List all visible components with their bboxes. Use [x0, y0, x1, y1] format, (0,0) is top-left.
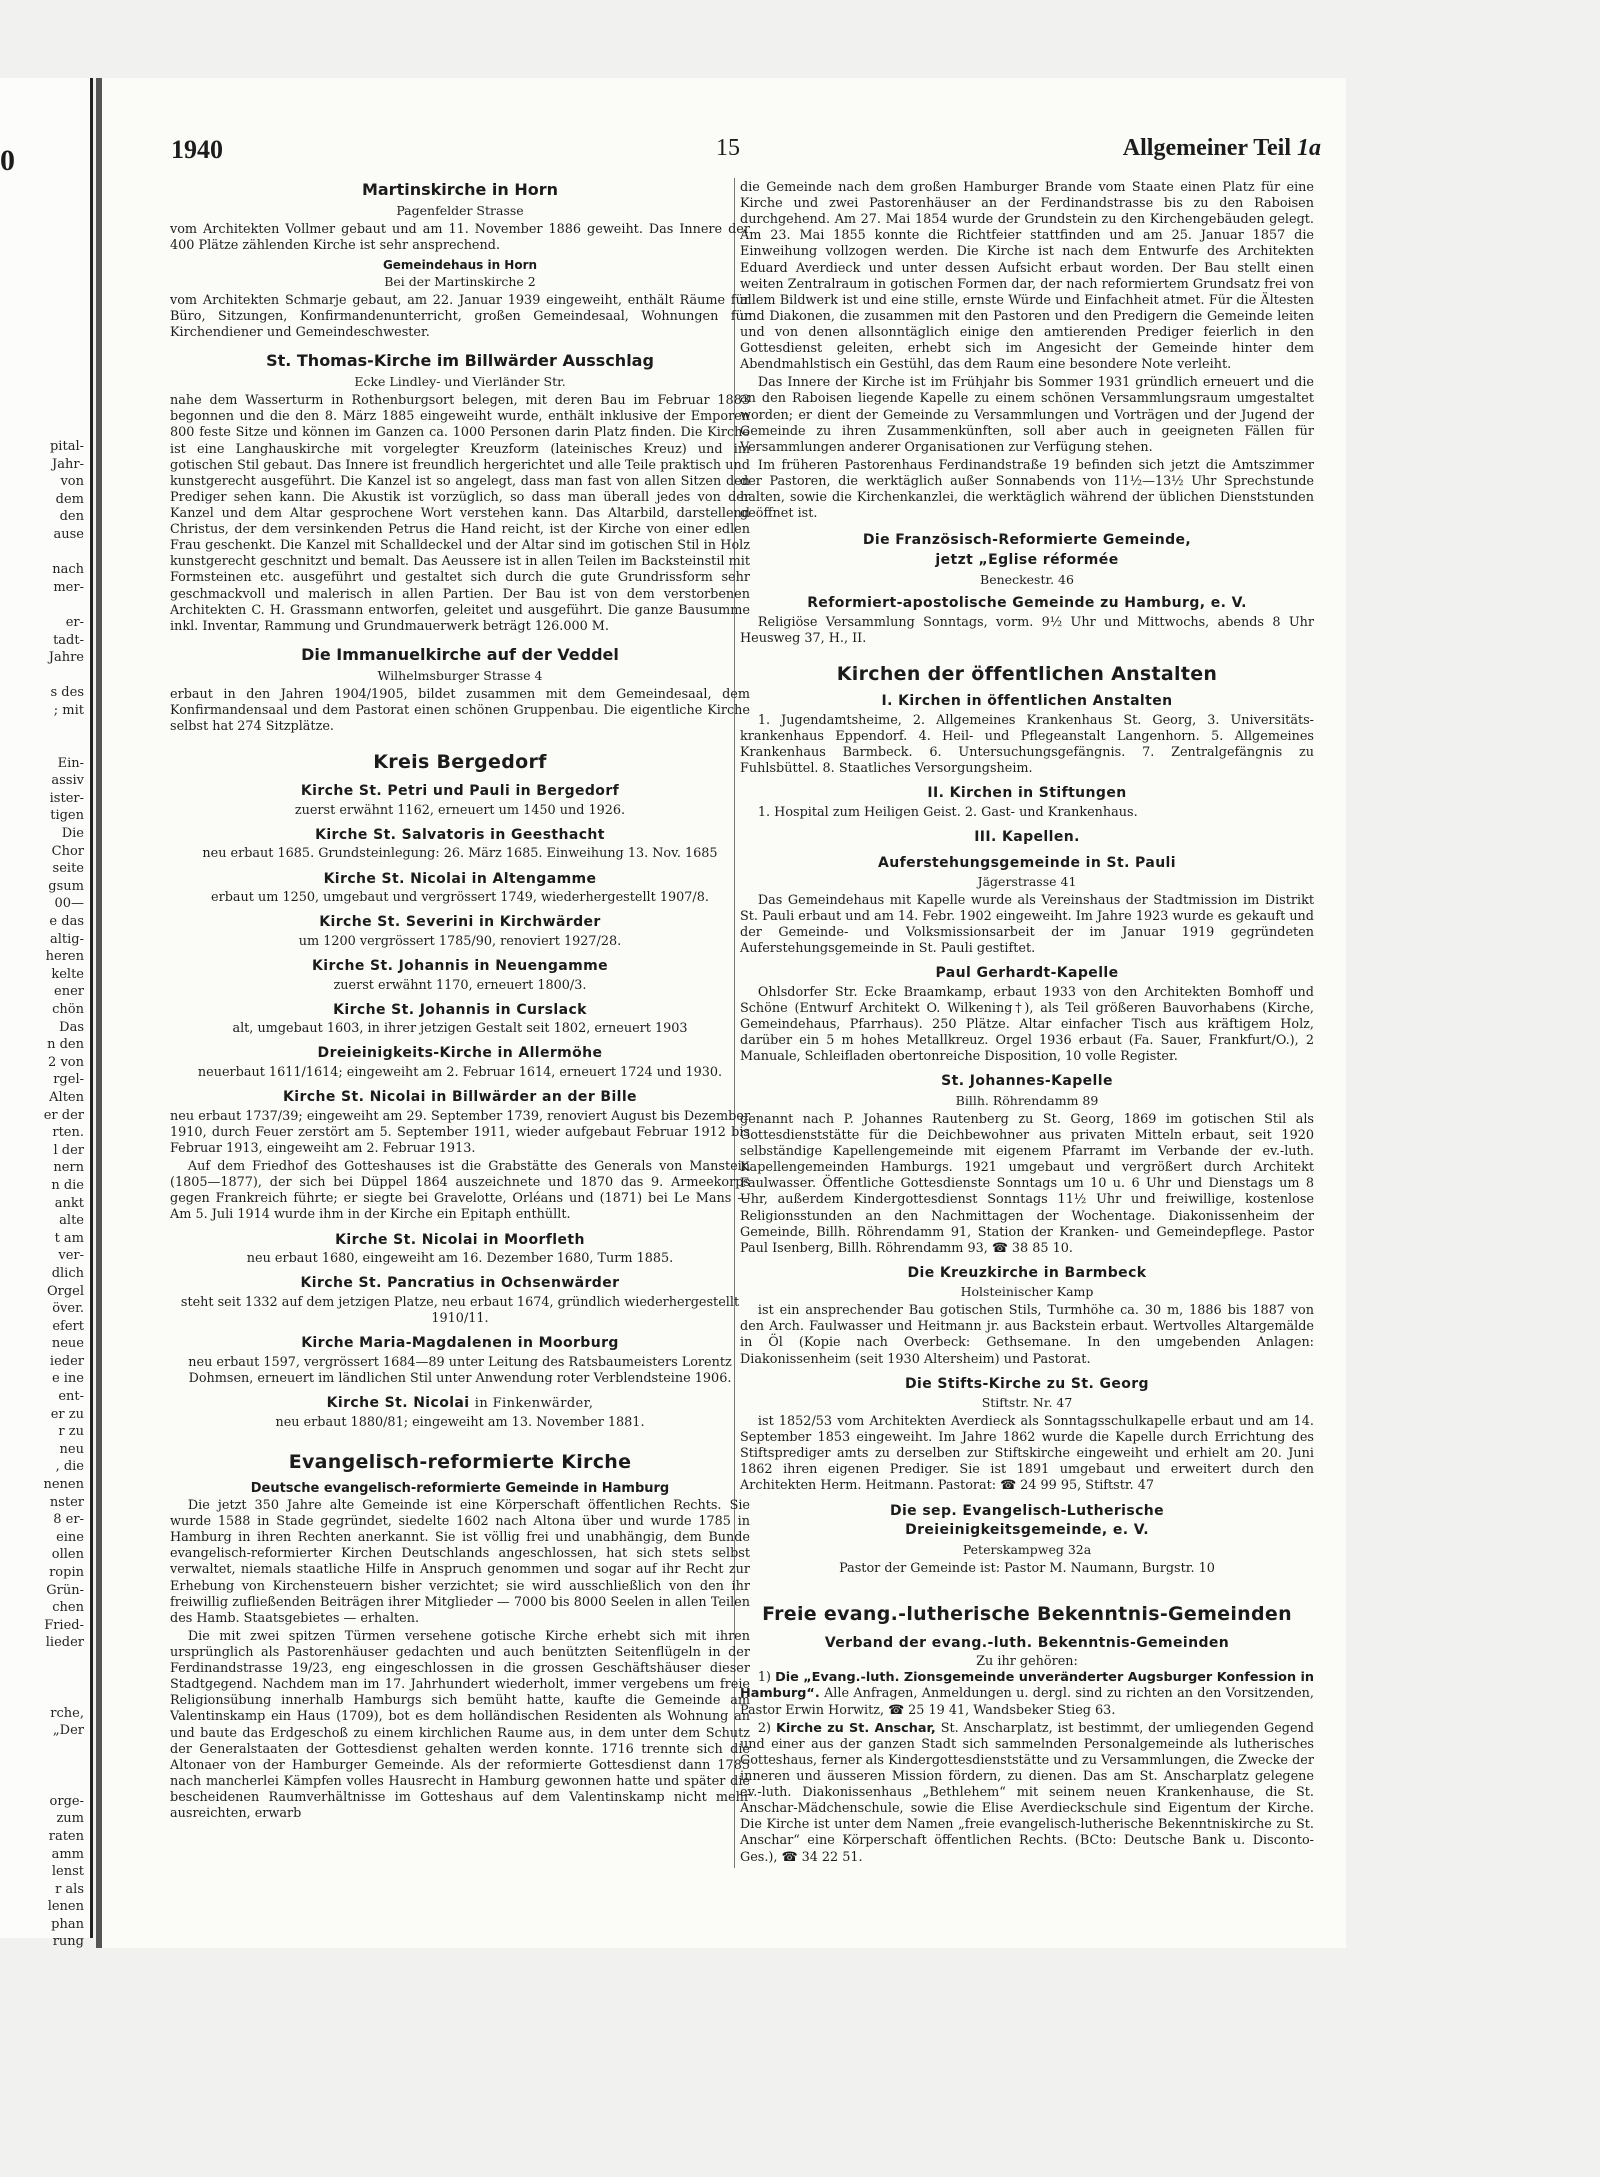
- page-gutter-shadow: [96, 78, 102, 1948]
- reformierte-pastorenhaus-text: Im früheren Pastorenhaus Ferdinandstraße 19 befinden sich jetzt die Amtszimmer der Pastoren, die werktäglich außer Sonnabends von 11½—13½ Uhr Sprechstunde halten, sowie die Kirchenkanzlei, die werktäglich während der üblichen Dienststunden geöffnet ist.: [740, 457, 1314, 522]
- facing-page-fragment: ause: [53, 526, 84, 542]
- facing-page-fragment: n den: [47, 1037, 84, 1053]
- evangelisch-reformierte-subheading: Deutsche evangelisch-reformierte Gemeinde in Hamburg: [250, 1480, 670, 1496]
- facing-page-fragment: 00—: [54, 896, 84, 912]
- facing-page-fragment: lieder: [45, 1635, 84, 1651]
- facing-page-fragment: r zu: [58, 1424, 84, 1440]
- facing-page-fragment: över.: [52, 1301, 84, 1317]
- bergedorf-church-text: zuerst erwähnt 1162, erneuert um 1450 und 1926.: [294, 802, 626, 818]
- oeffentliche-anstalten-i-heading: I. Kirchen in öffentlichen Anstalten: [881, 693, 1173, 710]
- bergedorf-church-text: neu erbaut 1685. Grundsteinlegung: 26. März 1685. Einweihung 13. Nov. 1685: [202, 846, 718, 862]
- facing-page-fragment: zum: [56, 1811, 84, 1827]
- stifts-kirche-address: Stiftstr. Nr. 47: [981, 1395, 1073, 1411]
- billwaerder-text: neu erbaut 1737/39; eingeweiht am 29. September 1739, renoviert August bis Dezember 1910, durch Feuer zerstört am 5. September 1911, wieder aufgebaut Februar 1912 bis Februar 1913, eingeweiht am 2. Februar 1913.: [170, 1108, 750, 1157]
- eglise-reformee-heading: jetzt „Eglise réformée: [935, 551, 1119, 568]
- facing-page-fragment: [14, 1652, 84, 1670]
- facing-page-fragment: kelte: [51, 966, 84, 982]
- church-text: neu erbaut 1597, vergrössert 1684—89 unter Leitung des Ratsbaumeisters Lorentz Dohmsen, erneuert im ländlichen Stil unter Anwendung roter Verblendsteine 1906.: [188, 1354, 732, 1386]
- facing-page-fragment: lenen: [47, 1899, 84, 1915]
- facing-page-fragment: [14, 737, 84, 755]
- bergedorf-church-text: erbaut um 1250, umgebaut und vergrössert 1749, wiederhergestellt 1907/8.: [211, 890, 709, 906]
- facing-page-fragment: r als: [55, 1881, 84, 1897]
- bergedorf-church-text: um 1200 vergrössert 1785/90, renoviert 1927/28.: [298, 933, 622, 949]
- bergedorf-church-heading: Kirche St. Petri und Pauli in Bergedorf: [300, 783, 620, 800]
- running-header: [171, 135, 1321, 175]
- gemeindehaus-heading: Gemeindehaus in Horn: [382, 258, 538, 273]
- facing-page-fragment: 2 von: [48, 1054, 84, 1070]
- reformierte-continuation-text: die Gemeinde nach dem großen Hamburger Brande vom Staate einen Platz für eine Kirche und zwei Pastorenhäuser an der Ferdinandstrasse bis zu den Raboisen durchgehend. Am 27. Mai 1854 wurde der Grundstein zu den Kirchengebäuden gelegt. Am 23. Mai 1855 konnte die Richtfeier stattfinden und am 25. Januar 1857 die Einweihung vollzogen werden. Die Kirche ist nach dem Entwurfe des Architekten Eduard Averdieck und unter dessen Aufsicht erbaut worden. Der Bau stellt einen weiten Zentralraum in gotischen Formen dar, der nach reformiertem Grundsatz frei von allem Bildwerk ist und eine stille, ernste Würde und Einfachheit atmet. Für die Ältesten und Diakonen, die zusammen mit den Pastoren und den Predigern die Gemeinde leiten und von denen allsonntäglich einige den amtierenden Prediger feierlich in den Gottesdienst geleiten, erhebt sich im Angesicht der Gemeinde hinter dem Abendmahlstisch ein Gestühl, das dem Raum eine besondere Note verleiht.: [740, 180, 1314, 373]
- facing-page-fragment: s des: [50, 685, 84, 701]
- freie-bekenntnis-heading: Freie evang.-lutherische Bekenntnis-Gemeinden: [762, 1602, 1292, 1625]
- facing-page-fragment: tigen: [50, 808, 84, 824]
- bergedorf-church-text: zuerst erwähnt 1170, erneuert 1800/3.: [333, 977, 587, 993]
- facing-page-fragment: Grün-: [46, 1582, 84, 1598]
- paul-gerhardt-kapelle-heading: Paul Gerhardt-Kapelle: [935, 965, 1119, 982]
- facing-page-folio: 0: [0, 144, 15, 177]
- billwaerder-friedhof-text: Auf dem Friedhof des Gotteshauses ist die Grabstätte des Generals von Manstein (1805—1877), der sich bei Düppel 1864 auszeichnete und 1870 das 9. Armeekorps gegen Frankreich führte; er siegte bei Gravelotte, Orléans und (1871) bei Le Mans — Am 5. Juli 1914 wurde ihm in der Kirche ein Epitaph enthüllt.: [170, 1159, 750, 1223]
- facing-page-edge: [0, 78, 93, 1950]
- facing-page-fragment: phan: [51, 1916, 84, 1932]
- bergedorf-church-heading: Kirche St. Salvatoris in Geesthacht: [315, 826, 605, 843]
- finkenwaerder-heading: Kirche St. Nicolai in Finkenwärder,: [326, 1394, 594, 1411]
- verband-heading: Verband der evang.-luth. Bekenntnis-Gemeinden: [824, 1634, 1230, 1651]
- facing-page-fragment: gsum: [48, 878, 84, 894]
- facing-page-fragment: neu: [59, 1441, 84, 1457]
- facing-page-fragment: er der: [43, 1107, 84, 1123]
- stifts-kirche-text: ist 1852/53 vom Architekten Averdieck als Sonntagsschulkapelle erbaut und am 14. September 1853 eingeweiht. Im Jahre 1862 wurde die Kapelle durch Errichtung des Stiftsprediger amts zu derselben zur Stiftskirche eingeweiht und erhielt am 20. Juni 1862 ihren eigenen Prediger. Sie ist 1891 umgebaut und erweitert durch den Architekten Herm. Heitmann. Pastorat: ☎ 24 99 95, Stiftstr. 47: [740, 1414, 1314, 1494]
- facing-page-fragment: altig-: [49, 931, 84, 947]
- facing-page-fragment: dlich: [51, 1265, 84, 1281]
- facing-page-fragment: nern: [53, 1160, 84, 1176]
- facing-page-fragment: n die: [51, 1177, 84, 1193]
- martinskirche-address: Pagenfelder Strasse: [396, 203, 524, 219]
- st-anschar-entry: [740, 1721, 1314, 1866]
- facing-page-fragment: nenen: [43, 1477, 84, 1493]
- facing-page-fragment: 8 er-: [53, 1512, 84, 1528]
- more-church-list: [170, 1232, 750, 1387]
- zionsgemeinde-number: 1): [757, 1670, 772, 1686]
- church-text: steht seit 1332 auf dem jetzigen Platze, neu erbaut 1674, gründlich wiederhergestellt 1910/11.: [180, 1294, 740, 1327]
- facing-page-fragment: ent-: [58, 1389, 84, 1405]
- dreieinigkeitsgemeinde-heading: Dreieinigkeitsgemeinde, e. V.: [905, 1522, 1149, 1539]
- facing-page-fragment: ener: [54, 984, 84, 1000]
- sep-lutherische-pastor: Pastor der Gemeinde ist: Pastor M. Naumann, Burgstr. 10: [839, 1560, 1215, 1576]
- facing-page-fragment: tadt-: [53, 632, 84, 648]
- facing-page-fragment: ister-: [49, 790, 84, 806]
- stiftungen-heading: II. Kirchen in Stiftungen: [927, 785, 1127, 802]
- sep-lutherische-address: Peterskampweg 32a: [962, 1541, 1092, 1557]
- reformierte-renovation-text: Das Innere der Kirche ist im Frühjahr bis Sommer 1931 gründlich erneuert und die an den Raboisen liegende Kapelle zu einem schönen Versammlungsraum umgestaltet worden; er dient der Gemeinde zu Versammlungen und Vorträgen und der Jugend der Gemeinde zu ihren Zusammenkünften, soll aber auch in geeigneten Fällen für Versammlungen anderer Organisationen zur Verfügung stehen.: [740, 375, 1314, 455]
- thomas-kirche-text: nahe dem Wasserturm in Rothenburgsort belegen, mit deren Bau im Februar 1883 begonnen und die den 8. März 1885 eingeweiht wurde, enthält inklusive der Emporen 800 feste Sitze und können im Ganzen ca. 1000 Personen darin Platz finden. Die Kirche ist eine Langhauskirche mit vorgelegter Kreuzform (lateinisches Kreuz) und im gotischen Stil gebaut. Das Innere ist freundlich hergerichtet und alle Teile praktisch und kunstgerecht ausgeführt. Die Kanzel ist so angelegt, dass man fast von allen Sitzen den Prediger sehen kann. Die Akustik ist vorzüglich, so dass man überall jedes von der Kanzel und dem Altar gesprochene Wort verstehen kann. Das Altarbild, darstellend Christus, der dem versinkenden Petrus die Hand reicht, ist der Kirche von einer edlen Frau geschenkt. Die Kanzel mit Schalldeckel und der Altar sind im gotischen Stil in Holz kunstgerecht geschnitzt und bemalt. Das Aeussere ist in allen Teilen im Backsteinstil mit Formsteinen etc. ausgeführt und gestaltet sich durch die gute Grundrissform sehr geschmackvoll und malerisch in allen Partien. Der Bau ist von dem verstorbenen Architekten C. H. Grassmann entworfen, geleitet und ausgeführt. Die ganze Bausumme inkl. Inventar, Rammung und Grundmauerwerk beträgt 126.000 M.: [170, 393, 750, 634]
- martinskirche-heading: Martinskirche in Horn: [361, 180, 559, 199]
- facing-page-fragment: rgel-: [53, 1072, 84, 1088]
- facing-page-fragment: [14, 1687, 84, 1705]
- facing-page-fragment: er zu: [50, 1406, 84, 1422]
- franzoesisch-reformierte-address: Beneckestr. 46: [980, 571, 1074, 587]
- evangelisch-reformierte-text-2: Die mit zwei spitzen Türmen versehene gotische Kirche erhebt sich mit ihren ursprünglich als Pastorenhäuser gedachten und auch benützten Seitenflügeln in der Ferdinandstrasse 19/23, eng eingeschlossen in die grossen Geschäftshäuser dieser Stadtgegend. Nachdem man im 17. Jahrhundert wiederholt, immer vergebens um freie Religionsübung innerhalb Hamburgs sich bemüht hatte, kaufte die Gemeinde am Valentinskamp ein Haus (1709), bot es dem holländischen Residenten als Wohnung an und baute das Erdgeschoß zu einem kirchlichen Raume aus, in dem unter dem Schutz der Generalstaaten der Gottesdienst gehalten werden konnte. 1716 trennte sich die Altonaer von der Hamburger Gemeinde. Als der reformierte Gottesdienst dann 1785 nach mancherlei Kämpfen volles Hausrecht in Hamburg gewonnen hatte und später die bescheidenen Raumverhältnisse im Gotteshaus auf dem Valentinskamp nicht mehr ausreichten, erwarb: [170, 1628, 750, 1822]
- church-heading: Kirche St. Nicolai in Moorfleth: [335, 1231, 585, 1248]
- facing-page-fragment: Fried-: [44, 1617, 84, 1633]
- facing-page-fragment: assiv: [51, 773, 84, 789]
- bergedorf-church-heading: Kirche St. Severini in Kirchwärder: [319, 914, 601, 931]
- facing-page-fragment: ; mit: [53, 702, 84, 718]
- facing-page-fragment: ver-: [58, 1248, 84, 1264]
- kreuzkirche-heading: Die Kreuzkirche in Barmbeck: [907, 1264, 1147, 1281]
- facing-page-fragment: Das: [59, 1019, 84, 1035]
- church-heading: Kirche St. Pancratius in Ochsenwärder: [300, 1275, 620, 1292]
- header-section-suffix: 1a: [1297, 135, 1321, 161]
- page-number: 15: [716, 135, 740, 161]
- auferstehungsgemeinde-address: Jägerstrasse 41: [977, 874, 1077, 890]
- franzoesisch-reformierte-heading: Die Französisch-Reformierte Gemeinde,: [862, 532, 1192, 549]
- facing-page-fragment: [14, 1740, 84, 1758]
- facing-page-fragment: Die: [61, 826, 84, 842]
- johannes-kapelle-text: genannt nach P. Johannes Rautenberg zu St. Georg, 1869 im gotischen Stil als Gottesdienststätte für die Deichbewohner aus privaten Mitteln erbaut, seit 1920 selbständige Kapellengemeinde mit eigenem Pfarramt im Verbande der ev.-luth. Kapellengemeinden Hamburgs. 1921 umgebaut und vergrößert durch Architekt Faulwasser. Öffentliche Gottesdienste Sonntags um 10 u. 6 Uhr und Dienstags um 8 Uhr, außerdem Kindergottesdienst Sonntags 11½ Uhr und freiwillige, kostenlose Religionsstunden an den Nachmittagen der Wochentage. Diakonissenheim der Gemeinde, Billh. Röhrendamm 91, Station der Kranken- und Gemeindepflege. Pastor Paul Isenberg, Billh. Röhrendamm 93, ☎ 38 85 10.: [740, 1111, 1314, 1256]
- facing-page-fragment: dem: [55, 491, 84, 507]
- facing-page-fragment: [14, 596, 84, 614]
- facing-page-fragment: raten: [48, 1828, 84, 1844]
- facing-page-fragment: Orgel: [46, 1283, 84, 1299]
- facing-page-fragment: chön: [52, 1002, 84, 1017]
- facing-page-fragment: eine: [56, 1529, 84, 1545]
- facing-page-fragment: ollen: [51, 1547, 84, 1563]
- kreis-bergedorf-heading: Kreis Bergedorf: [373, 751, 547, 774]
- immanuelkirche-text: erbaut in den Jahren 1904/1905, bildet zusammen mit dem Gemeindesaal, dem Konfirmandensaal und dem Pastorat einen schönen Gruppenbau. Die eigentliche Kirche selbst hat 274 Sitzplätze.: [170, 686, 750, 734]
- facing-page-fragment: alte: [59, 1213, 84, 1229]
- header-section: Allgemeiner Teil 1a: [1122, 135, 1321, 161]
- st-anschar-text: St. Anscharplatz, ist bestimmt, der umliegenden Gegend und einer aus der ganzen Stadt sich sammelnden Personalgemeinde als lutherisches Gotteshaus, ferner als Kindergottesdienststätte und zu Versammlungen, die Zwecke der inneren und äusseren Mission fördern, zu dienen. Das am St. Anscharplatz gelegene ev.-luth. Diakonissenhaus „Bethlehem“ mit seinem neuen Krankenhause, die St. Anschar-Mädchenschule, sowie die Elise Averdieckschule sind Eigentum der Kirche. Die Kirche ist unter dem Namen „freie evangelisch-lutherische Bekenntniskirche zu St. Anschar“ eine Körperschaft öffentlichen Rechts. (BCto: Deutsche Bank u. Disconto-Ges.), ☎ 34 22 51.: [740, 1720, 1314, 1865]
- st-anschar-name: Kirche zu St. Anschar,: [775, 1720, 936, 1736]
- left-column: [170, 180, 750, 1824]
- facing-page-fragment: „Der: [52, 1723, 84, 1739]
- billwaerder-heading: Kirche St. Nicolai in Billwärder an der Bille: [283, 1089, 637, 1106]
- stifts-kirche-heading: Die Stifts-Kirche zu St. Georg: [905, 1375, 1149, 1392]
- facing-page-fragment: chen: [52, 1600, 84, 1616]
- immanuelkirche-heading: Die Immanuelkirche auf der Veddel: [301, 644, 619, 664]
- church-heading: Kirche Maria-Magdalenen in Moorburg: [301, 1335, 619, 1352]
- facing-page-fragment: rung: [52, 1934, 84, 1950]
- st-anschar-number: 2): [757, 1720, 772, 1736]
- auferstehungsgemeinde-heading: Auferstehungsgemeinde in St. Pauli: [878, 854, 1176, 871]
- johannes-kapelle-heading: St. Johannes-Kapelle: [941, 1073, 1113, 1090]
- facing-page-fragment: den: [59, 509, 84, 525]
- thomas-kirche-address: Ecke Lindley- und Vierländer Str.: [354, 374, 566, 390]
- facing-page-fragment: ankt: [54, 1195, 84, 1211]
- reformiert-apostolische-heading: Reformiert-apostolische Gemeinde zu Hamburg, e. V.: [807, 595, 1247, 612]
- finkenwaerder-place: in Finkenwärder,: [474, 1395, 594, 1411]
- zionsgemeinde-entry: [740, 1670, 1314, 1718]
- stiftungen-text: 1. Hospital zum Heiligen Geist. 2. Gast- und Krankenhaus.: [757, 804, 1138, 820]
- bergedorf-church-text: neuerbaut 1611/1614; eingeweiht am 2. Februar 1614, erneuert 1724 und 1930.: [197, 1065, 723, 1081]
- facing-page-fragment: [14, 1775, 84, 1793]
- zionsgemeinde-text: Alle Anfragen, Anmeldungen u. dergl. sind zu richten an den Vorsitzenden, Pastor Erwin Horwitz, ☎ 25 19 41, Wandsbeker Stieg 63.: [740, 1686, 1314, 1718]
- facing-page-fragment: e das: [49, 914, 84, 930]
- church-text: neu erbaut 1680, eingeweiht am 16. Dezember 1680, Turm 1885.: [246, 1251, 674, 1267]
- finkenwaerder-text: neu erbaut 1880/81; eingeweiht am 13. November 1881.: [275, 1414, 645, 1430]
- facing-page-fragment: amm: [51, 1846, 84, 1862]
- facing-page-fragment: pital-: [49, 439, 84, 454]
- facing-page-fragment: [14, 1758, 84, 1776]
- evangelisch-reformierte-heading: Evangelisch-reformierte Kirche: [288, 1450, 632, 1473]
- facing-page-fragment: er-: [65, 614, 84, 630]
- bergedorf-church-heading: Dreieinigkeits-Kirche in Allermöhe: [317, 1045, 603, 1062]
- gemeindehaus-text: vom Architekten Schmarje gebaut, am 22. Januar 1939 eingeweiht, enthält Räume für Büro, Sitzungen, Konfirmandenunterricht, großen Gemeindesaal, Wohnungen für Kirchendiener und Gemeindeschwester.: [170, 292, 750, 341]
- immanuelkirche-address: Wilhelmsburger Strasse 4: [377, 668, 543, 684]
- facing-page-fragment: heren: [45, 949, 84, 965]
- bergedorf-church-heading: Kirche St. Johannis in Neuengamme: [312, 957, 608, 974]
- facing-page-fragment: [14, 544, 84, 562]
- gemeindehaus-address: Bei der Martinskirche 2: [384, 274, 536, 290]
- kapellen-heading: III. Kapellen.: [974, 828, 1080, 845]
- facing-page-fragment: ieder: [49, 1353, 84, 1369]
- bergedorf-church-heading: Kirche St. Johannis in Curslack: [333, 1001, 587, 1018]
- header-year: 1940: [171, 135, 223, 164]
- oeffentliche-anstalten-heading: Kirchen der öffentlichen Anstalten: [836, 663, 1218, 686]
- right-column: [740, 180, 1314, 1868]
- facing-page-text-fragments: [14, 438, 84, 1951]
- facing-page-fragment: nach: [52, 562, 84, 578]
- facing-page-fragment: seite: [52, 861, 84, 877]
- bergedorf-church-list: [170, 783, 750, 1081]
- bergedorf-church-text: alt, umgebaut 1603, in ihrer jetzigen Gestalt seit 1802, erneuert 1903: [232, 1021, 688, 1037]
- facing-page-fragment: t am: [54, 1230, 84, 1246]
- facing-page-fragment: Jahr-: [52, 456, 84, 472]
- book-page: [96, 78, 1346, 1948]
- facing-page-fragment: neue: [51, 1336, 84, 1352]
- facing-page-fragment: Chor: [51, 843, 84, 859]
- kreuzkirche-text: ist ein ansprechender Bau gotischen Stils, Turmhöhe ca. 30 m, 1886 bis 1887 von den Arch. Faulwasser und Heitmann jr. aus Backstein erbaut. Wertvolles Altargemälde in Öl (Kopie nach Overbeck: Gethsemane. In den umgebenden Anlagen: Diakonissenheim (seit 1930 Altersheim) und Pastorat.: [740, 1303, 1314, 1367]
- kreuzkirche-address: Holsteinischer Kamp: [960, 1284, 1094, 1300]
- facing-page-fragment: efert: [52, 1318, 84, 1334]
- bergedorf-church-heading: Kirche St. Nicolai in Altengamme: [323, 870, 597, 887]
- facing-page-fragment: ropin: [49, 1565, 84, 1580]
- johannes-kapelle-address: Billh. Röhrendamm 89: [955, 1093, 1099, 1109]
- martinskirche-text: vom Architekten Vollmer gebaut und am 11. November 1886 geweiht. Das Innere der 400 Plätze zählenden Kirche ist sehr ansprechend.: [170, 221, 750, 254]
- facing-page-fragment: rche,: [50, 1705, 84, 1721]
- facing-page-fragment: von: [60, 474, 84, 490]
- facing-page-fragment: orge-: [49, 1793, 84, 1809]
- zionsgemeinde-name: Die „Evang.-luth. Zionsgemeinde unveränderter Augsburger Konfession in Hamburg“.: [740, 1670, 1315, 1702]
- paul-gerhardt-kapelle-text: Ohlsdorfer Str. Ecke Braamkamp, erbaut 1933 von den Architekten Bomhoff und Schöne (Entwurf Architekt O. Wilkening†), als Teil größeren Bauvorhabens (Kirche, Gemeindehaus, Pfarrhaus). 250 Plätze. Altar einfacher Tisch aus kräftigem Holz, darüber ein 5 m hohes Metallkreuz. Orgel 1936 erbaut (Fa. Sauer, Frankfurt/O.), 2 Manuale, Schleifladen obertonreiche Disposition, 10 volle Register.: [740, 984, 1314, 1065]
- evangelisch-reformierte-text-1: Die jetzt 350 Jahre alte Gemeinde ist eine Körperschaft öffentlichen Rechts. Sie wurde 1588 in Stade gegründet, siedelte 1602 nach Altona über und wurde 1785 in Hamburg in ihren Rechten anerkannt. Sie ist völlig frei und unabhängig, dem Bunde evangelisch-reformierter Kirchen Deutschlands angeschlossen, hat sich stets selbst verwaltet, niemals staatliche Hilfe in Anspruch genommen und sogar auf ihr Recht zur Erhebung von Kirchensteuern bisher verzichtet; sie wird ausschließlich von den ihr freiwillig zufließenden Beiträgen ihrer Mitglieder — 7000 bis 8000 Seelen in allen Teilen des Hamb. Staatsgebietes — erhalten.: [170, 1498, 750, 1626]
- facing-page-fragment: lenst: [51, 1864, 84, 1880]
- auferstehungsgemeinde-text: Das Gemeindehaus mit Kapelle wurde als Vereinshaus der Stadtmission im Distrikt St. Pauli erbaut und am 14. Febr. 1902 eingeweiht. Im Jahre 1923 wurde es gekauft und der Gemeinde- und Volksmissionsarbeit der im Januar 1919 gegründeten Auferstehungsgemeinde in St. Pauli gestiftet.: [740, 892, 1314, 957]
- sep-lutherische-heading: Die sep. Evangelisch-Lutherische: [889, 1502, 1165, 1519]
- facing-page-fragment: Alten: [49, 1089, 84, 1105]
- verband-subheading: Zu ihr gehören:: [976, 1654, 1078, 1670]
- facing-page-fragment: Jahre: [48, 650, 84, 666]
- thomas-kirche-heading: St. Thomas-Kirche im Billwärder Ausschlag: [266, 351, 654, 371]
- facing-page-fragment: [14, 667, 84, 685]
- facing-page-fragment: [14, 1670, 84, 1688]
- facing-page-fragment: [14, 720, 84, 738]
- facing-page-fragment: e ine: [51, 1371, 84, 1387]
- reformiert-apostolische-text: Religiöse Versammlung Sonntags, vorm. 9½ Uhr und Mittwochs, abends 8 Uhr Heusweg 37, H., II.: [740, 614, 1314, 647]
- oeffentliche-anstalten-i-text: 1. Jugendamtsheime, 2. Allgemeines Krankenhaus St. Georg, 3. Universitäts-krankenhaus Eppendorf. 4. Heil- und Pflegeanstalt Langenhorn. 5. Allgemeines Krankenhaus Barmbeck. 6. Untersuchungsgefängnis. 7. Zentralgefängnis zu Fuhlsbüttel. 8. Staatliches Versorgungsheim.: [740, 712, 1314, 777]
- facing-page-fragment: mer-: [53, 579, 84, 595]
- facing-page-fragment: l der: [53, 1142, 84, 1158]
- facing-page-fragment: Ein-: [57, 755, 84, 771]
- facing-page-fragment: rten.: [52, 1125, 84, 1141]
- facing-page-fragment: , die: [55, 1459, 84, 1475]
- facing-page-fragment: nster: [49, 1494, 84, 1510]
